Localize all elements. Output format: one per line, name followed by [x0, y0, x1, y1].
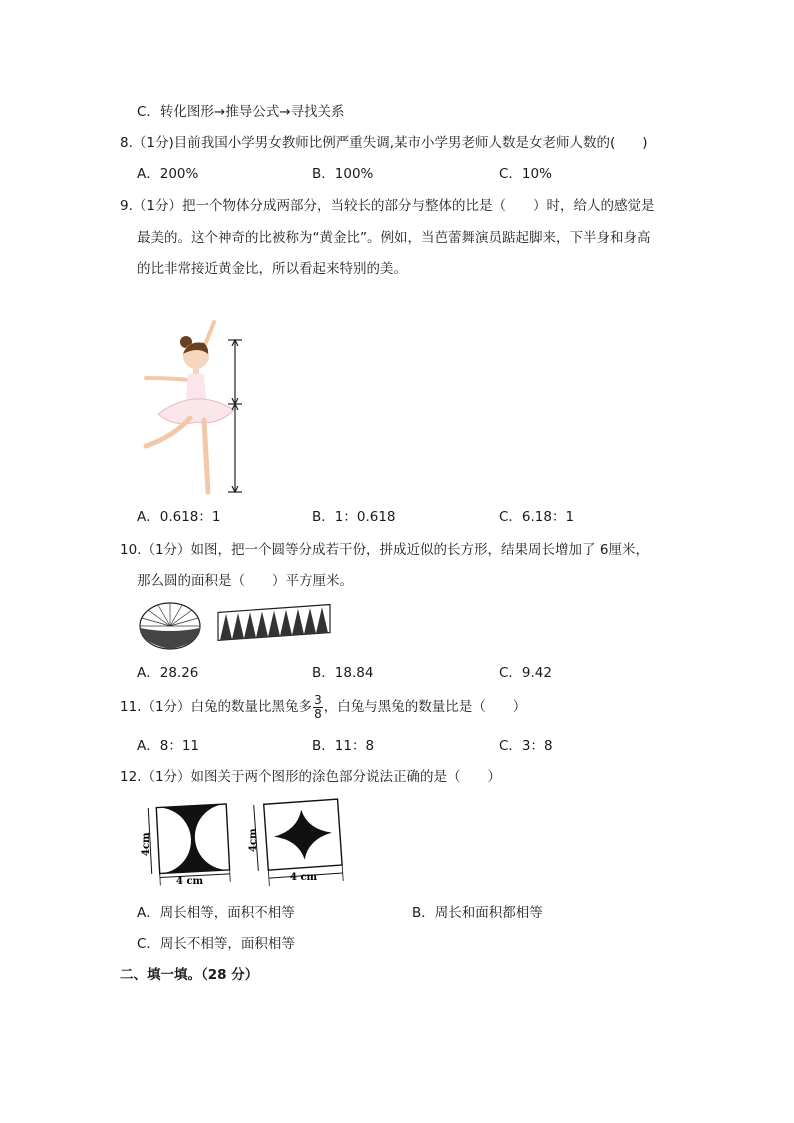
- q9-question-line3: 的比非常接近黄金比，所以看起来特别的美。: [137, 261, 407, 277]
- left-shaded-square-figure: [138, 800, 238, 890]
- q9-question-line2: 最美的。这个神奇的比被称为“黄金比”。例如，当芭蕾舞演员踮起脚来，下半身和身高: [137, 230, 651, 246]
- q12-option-a: A．周长相等，面积不相等: [137, 905, 295, 921]
- ballerina-figure: [138, 318, 248, 498]
- circle-rearrange-figure: [138, 600, 334, 652]
- q9-option-a: A．0.618：1: [137, 509, 221, 525]
- q8-option-c: C．10%: [499, 166, 552, 182]
- q9-question-line1: 9.（1分）把一个物体分成两部分，当较长的部分与整体的比是（ ）时，给人的感觉是: [120, 198, 655, 214]
- q10-option-c: C．9.42: [499, 665, 552, 681]
- q7-option-c: C．转化图形→推导公式→寻找关系: [137, 104, 345, 120]
- q10-option-b: B．18.84: [312, 665, 374, 681]
- q8-question: 8.（1分)目前我国小学男女教师比例严重失调,某市小学男老师人数是女老师人数的( ): [120, 135, 648, 151]
- q10-option-a: A．28.26: [137, 665, 199, 681]
- section-2-title: 二、填一填。（28 分）: [120, 967, 259, 983]
- q8-option-a: A．200%: [137, 166, 199, 182]
- q11-fraction-numerator: 3: [314, 692, 322, 707]
- q9-option-c: C．6.18：1: [499, 509, 575, 525]
- q9-option-b: B．1：0.618: [312, 509, 396, 525]
- left-figure-height-label: 4cm: [141, 832, 152, 856]
- q11-option-b: B．11：8: [312, 738, 375, 754]
- left-figure-width-label: 4 cm: [176, 876, 204, 887]
- right-figure-height-label: 4cm: [248, 828, 259, 852]
- q12-option-c: C．周长不相等，面积相等: [137, 936, 295, 952]
- q8-option-b: B．100%: [312, 166, 374, 182]
- q11-fraction: [313, 694, 323, 721]
- q11-question-suffix: ，白兔与黑兔的数量比是（ ）: [323, 699, 527, 715]
- q10-question-line1: 10.（1分）如图，把一个圆等分成若干份，拼成近似的长方形，结果周长增加了 6厘米，: [120, 542, 649, 558]
- q11-fraction-denominator: 8: [314, 706, 322, 721]
- q12-question: 12.（1分）如图关于两个图形的涂色部分说法正确的是（ ）: [120, 769, 502, 785]
- q11-option-c: C．3：8: [499, 738, 553, 754]
- right-figure-width-label: 4 cm: [290, 872, 318, 883]
- q12-option-b: B．周长和面积都相等: [412, 905, 543, 921]
- q10-question-line2: 那么圆的面积是（ ）平方厘米。: [137, 573, 353, 589]
- q11-option-a: A．8：11: [137, 738, 200, 754]
- q11-question-prefix: 11.（1分）白兔的数量比黑兔多: [120, 699, 313, 715]
- right-shaded-square-figure: [242, 796, 352, 890]
- q11-question: [120, 693, 526, 721]
